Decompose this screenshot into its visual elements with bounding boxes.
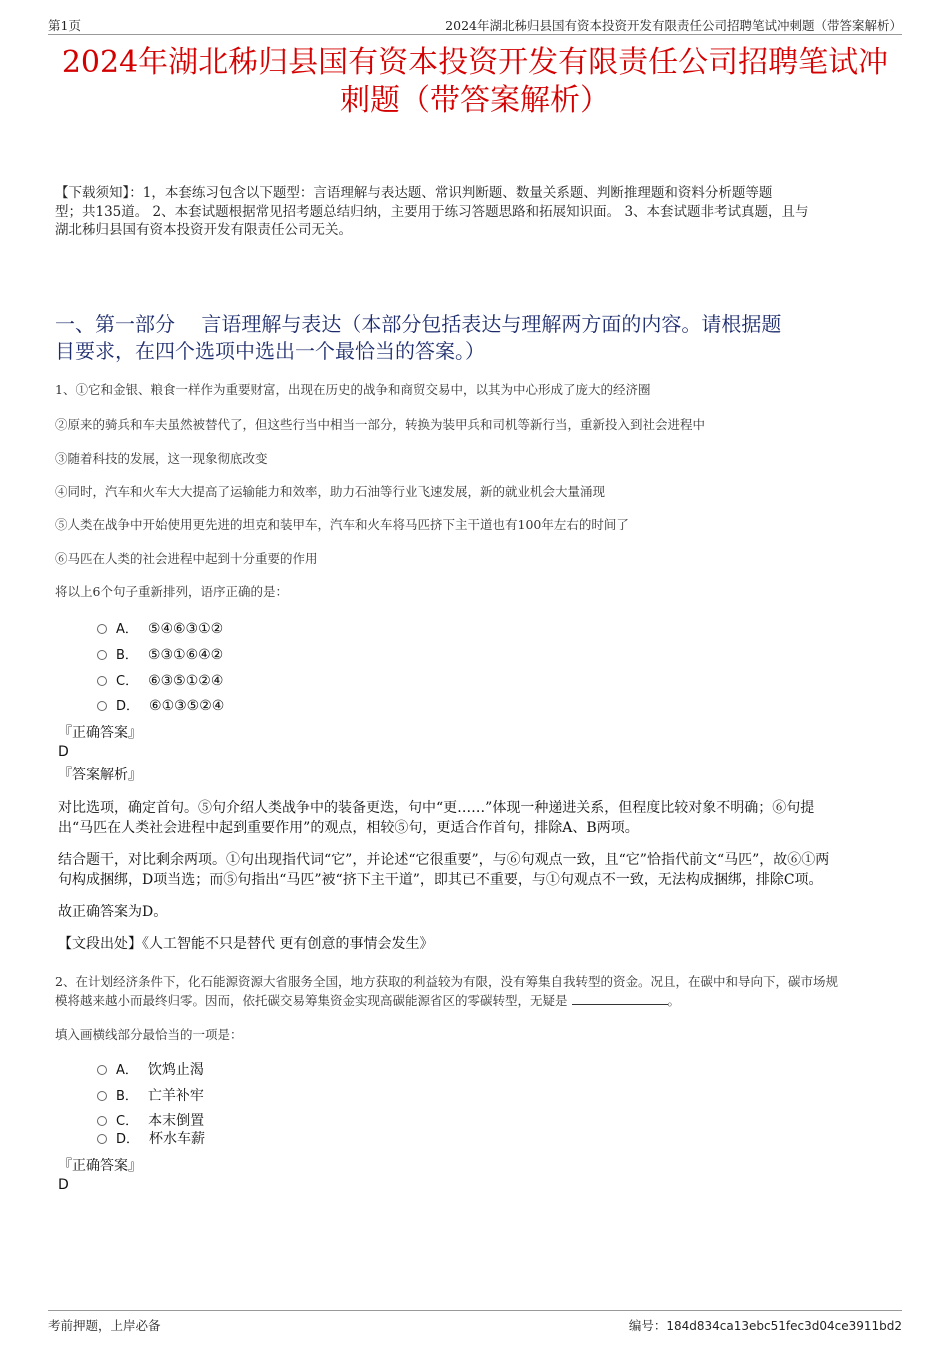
section-heading (55, 311, 903, 365)
footer-code-label: 编号： (628, 1318, 667, 1333)
q2-stem-line-2 (55, 991, 905, 1010)
q1-sentence: ⑥马匹在人类的社会进程中起到十分重要的作用 (55, 551, 318, 566)
footer-slogan: 考前押题，上岸必备 (48, 1318, 161, 1333)
option-letter: C． (116, 1114, 139, 1129)
radio-icon[interactable] (97, 1091, 107, 1101)
download-notice (55, 184, 903, 240)
q1-prompt: 将以上6个句子重新排列，语序正确的是： (55, 584, 288, 599)
q1-sentence: 1、①它和金银、粮食一样作为重要财富，出现在历史的战争和商贸交易中，以其为中心形成了庞大的经济圈 (55, 382, 651, 397)
footer-code (629, 1316, 902, 1334)
page-number: 第1页 (48, 18, 81, 33)
analysis-line: 对比选项，确定首句。⑤句介绍人类战争中的装备更迭，句中“更……”体现一种递进关系，但程度比较对象不明确；⑥句提 (58, 800, 815, 816)
q1-analysis-paragraph-1 (58, 799, 888, 838)
option-letter: B． (116, 1089, 138, 1104)
q1-answer: D (58, 744, 69, 760)
page-footer (48, 1310, 902, 1333)
analysis-line: 句构成捆绑，D项当选；而⑤句指出“马匹”被“挤下主干道”，即其已不重要，与①句观点不一致，无法构成捆绑，排除C项。 (58, 871, 823, 888)
footer-code-value: 184d834ca13ebc51fec3d04ce3911bd2 (666, 1319, 902, 1333)
notice-line-3: 湖北秭归县国有资本投资开发有限责任公司无关。 (55, 222, 352, 238)
q2-stem-line-1: 2、在计划经济条件下，化石能源资源大省服务全国，地方获取的利益较为有限，没有筹集自我转型的资金。况且，在碳中和导向下，碳市场规 (55, 974, 838, 989)
option-text: ⑤③①⑥④② (147, 647, 224, 663)
analysis-line: 结合题干，对比剩余两项。①句出现指代词“它”，并论述“它很重要”，与⑥句观点一致，且“它”恰指代前文“马匹”，故⑥①两 (58, 852, 830, 868)
radio-icon[interactable] (97, 701, 107, 711)
option-letter: D． (116, 699, 140, 714)
q1-sentence: ④同时，汽车和火车大大提高了运输能力和效率，助力石油等行业飞速发展，新的就业机会大量涌现 (55, 484, 606, 499)
q2-stem-end: 。 (667, 993, 681, 1008)
radio-icon[interactable] (97, 624, 107, 634)
radio-icon[interactable] (97, 1065, 107, 1075)
option-letter: B． (116, 648, 138, 663)
q1-source: 【文段出处】《人工智能不只是替代 更有创意的事情会发生》 (58, 936, 434, 952)
q1-option-c[interactable] (97, 672, 223, 691)
q1-sentence: ③随着科技的发展，这一现象彻底改变 (55, 451, 268, 466)
q1-option-b[interactable] (97, 646, 223, 665)
notice-line-2: 型；共135道。 2、本套试题根据常见招考题总结归纳，主要用于练习答题思路和拓展知识面。 3、本套试题非考试真题，且与 (55, 203, 809, 220)
option-text: ⑥③⑤①②④ (148, 673, 224, 689)
q1-answer-label: 『正确答案』 (58, 725, 142, 741)
section-heading-line-2: 目要求，在四个选项中选出一个最恰当的答案。） (55, 339, 485, 363)
page-header (48, 14, 902, 35)
option-letter: D． (116, 1132, 140, 1147)
option-text: 本末倒置 (148, 1113, 205, 1129)
notice-line-1: 【下载须知】：1，本套练习包含以下题型：言语理解与表达题、常识判断题、数量关系题、判断推理题和资料分析题等题 (55, 185, 773, 201)
q2-option-a[interactable] (97, 1061, 204, 1080)
radio-icon[interactable] (97, 1116, 107, 1126)
section-heading-line-1: 一、第一部分 言语理解与表达（本部分包括表达与理解两方面的内容。请根据题 (55, 312, 782, 336)
q2-stem-text: 模将越来越小而最终归零。因而，依托碳交易筹集资金实现高碳能源省区的零碳转型，无疑是 (55, 993, 568, 1008)
q1-sentence: ⑤人类在战争中开始使用更先进的坦克和装甲车，汽车和火车将马匹挤下主干道也有100年左右的时间了 (55, 517, 629, 532)
q2-option-b[interactable] (97, 1087, 204, 1106)
option-text: ⑤④⑥③①② (147, 621, 224, 637)
radio-icon[interactable] (97, 676, 107, 686)
q1-analysis-conclusion: 故正确答案为D。 (58, 904, 168, 920)
radio-icon[interactable] (97, 650, 107, 660)
q2-option-c[interactable] (97, 1112, 204, 1131)
q1-option-d[interactable] (97, 697, 224, 716)
header-doc-title: 2024年湖北秭归县国有资本投资开发有限责任公司招聘笔试冲刺题（带答案解析） (445, 18, 902, 33)
option-text: ⑥①③⑤②④ (149, 698, 225, 714)
q2-prompt: 填入画横线部分最恰当的一项是： (55, 1027, 243, 1042)
analysis-line: 出“马匹在人类社会进程中起到重要作用”的观点，相较⑤句，更适合作首句，排除A、B两项。 (58, 819, 639, 836)
q2-answer: D (58, 1177, 69, 1193)
title-line-2: 刺题（带答案解析） (340, 83, 610, 118)
q1-sentence: ②原来的骑兵和车夫虽然被替代了，但这些行当中相当一部分，转换为装甲兵和司机等新行当，重新投入到社会进程中 (55, 417, 706, 432)
radio-icon[interactable] (97, 1134, 107, 1144)
document-title (40, 44, 910, 120)
title-line-1: 2024年湖北秭归县国有资本投资开发有限责任公司招聘笔试冲 (61, 45, 889, 80)
fill-blank (572, 994, 668, 1005)
option-letter: C． (116, 674, 139, 689)
q2-answer-label: 『正确答案』 (58, 1158, 142, 1174)
option-text: 亡羊补牢 (147, 1088, 204, 1104)
option-text: 饮鸩止渴 (147, 1062, 204, 1078)
q2-option-d[interactable] (97, 1130, 205, 1149)
option-letter: A． (116, 1063, 138, 1078)
q2-stem (55, 972, 905, 1010)
q1-option-a[interactable] (97, 620, 223, 639)
q1-analysis-paragraph-2 (58, 851, 888, 890)
option-text: 杯水车薪 (149, 1131, 206, 1147)
option-letter: A． (116, 622, 138, 637)
q1-analysis-label: 『答案解析』 (58, 767, 142, 783)
